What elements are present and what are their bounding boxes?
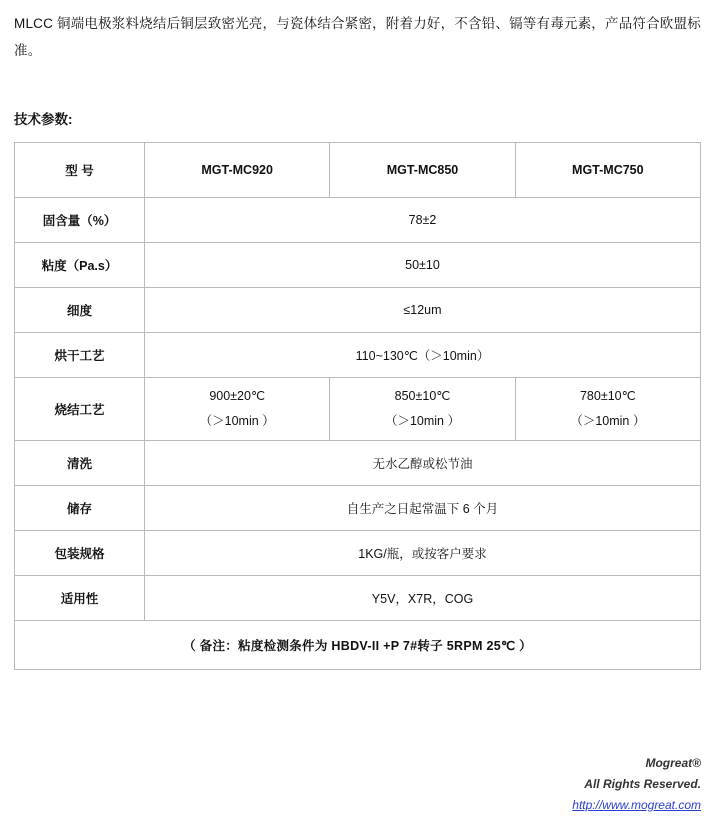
table-row <box>15 441 701 486</box>
row-value-drying: 110~130℃（＞10min） <box>145 333 701 378</box>
table-row <box>15 198 701 243</box>
table-row <box>15 531 701 576</box>
page-footer <box>572 753 701 816</box>
sintering-temp-3: 780±10℃ <box>579 389 636 403</box>
section-title: 技术参数: <box>14 112 73 127</box>
table-header-row <box>15 143 701 198</box>
row-label-storage: 储存 <box>15 486 145 531</box>
row-label-drying: 烘干工艺 <box>15 333 145 378</box>
row-label-viscosity: 粘度（Pa.s） <box>15 243 145 288</box>
footer-website-link[interactable]: http://www.mogreat.com <box>572 798 701 812</box>
model-cell-3: MGT-MC750 <box>515 143 700 198</box>
table-row <box>15 288 701 333</box>
model-cell-2: MGT-MC850 <box>330 143 515 198</box>
footer-rights: All Rights Reserved. <box>584 777 701 791</box>
row-value-storage: 自生产之日起常温下 6 个月 <box>145 486 701 531</box>
header-label-cell: 型 号 <box>15 143 145 198</box>
row-value-cleaning: 无水乙醇或松节油 <box>145 441 701 486</box>
table-note-row <box>15 621 701 670</box>
row-value-sintering-3 <box>515 378 700 441</box>
row-value-applicability: Y5V，X7R，COG <box>145 576 701 621</box>
table-row <box>15 378 701 441</box>
row-value-sintering-2 <box>330 378 515 441</box>
row-label-applicability: 适用性 <box>15 576 145 621</box>
model-cell-1: MGT-MC920 <box>145 143 330 198</box>
table-row <box>15 576 701 621</box>
sintering-time-3: （＞10min ） <box>570 414 646 428</box>
row-value-solid-content: 78±2 <box>145 198 701 243</box>
row-value-viscosity: 50±10 <box>145 243 701 288</box>
row-label-solid-content: 固含量（%） <box>15 198 145 243</box>
row-value-fineness: ≤12um <box>145 288 701 333</box>
sintering-time-2: （＞10min ） <box>384 414 460 428</box>
sintering-time-1: （＞10min ） <box>199 414 275 428</box>
row-label-sintering: 烧结工艺 <box>15 378 145 441</box>
table-row <box>15 243 701 288</box>
sintering-temp-2: 850±10℃ <box>394 389 451 403</box>
row-value-sintering-1 <box>145 378 330 441</box>
table-note: （ 备注：粘度检测条件为 HBDV-II +P 7#转子 5RPM 25℃ ） <box>15 621 701 670</box>
intro-paragraph: MLCC 铜端电极浆料烧结后铜层致密光亮，与瓷体结合紧密，附着力好，不含铅、镉等有毒元素，产品符合欧盟标准。 <box>14 16 701 58</box>
row-label-packaging: 包装规格 <box>15 531 145 576</box>
footer-brand: Mogreat® <box>645 756 701 770</box>
row-label-fineness: 细度 <box>15 288 145 333</box>
table-row <box>15 333 701 378</box>
specifications-table <box>14 142 701 670</box>
row-value-packaging: 1KG/瓶，或按客户要求 <box>145 531 701 576</box>
sintering-temp-1: 900±20℃ <box>209 389 265 403</box>
table-row <box>15 486 701 531</box>
document-page <box>0 10 715 824</box>
row-label-cleaning: 清洗 <box>15 441 145 486</box>
